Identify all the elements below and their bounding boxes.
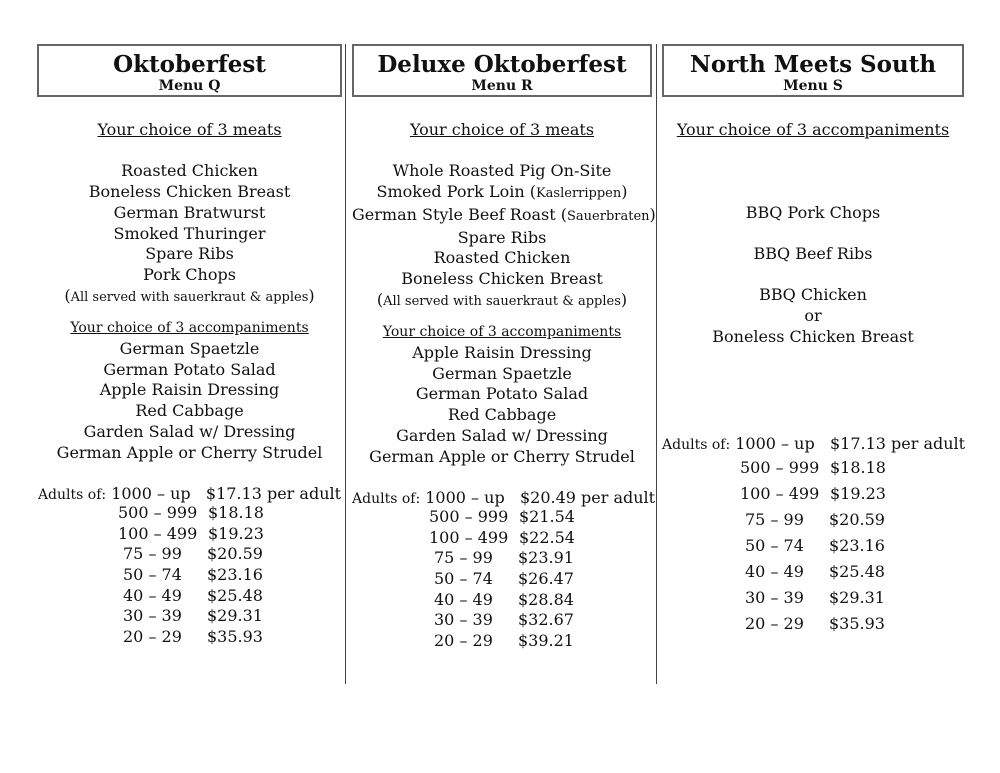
price-tier: 75 – 99 $23.91 — [434, 548, 574, 568]
accompaniment-item: German Apple or Cherry Strudel — [369, 446, 635, 466]
price-tier: 40 – 49 $28.84 — [434, 589, 574, 609]
meat-item: Pork Chops — [143, 264, 236, 284]
menu-r — [352, 44, 656, 652]
menu-title: Deluxe Oktoberfest — [377, 51, 627, 78]
menu-item: BBQ Pork Chops — [745, 202, 881, 222]
price-tier: 20 – 29 $35.93 — [123, 627, 263, 647]
column-divider-1 — [345, 44, 346, 684]
price-tier: 50 – 74 $23.16 — [123, 564, 263, 584]
adults-price-line — [662, 431, 964, 458]
adults-range: 1000 – up — [735, 433, 815, 453]
meat-item: Whole Roasted Pig On-Site — [392, 161, 612, 181]
menu-q-body — [37, 97, 342, 648]
menu-title: North Meets South — [689, 51, 937, 78]
accompaniment-item: German Potato Salad — [415, 384, 589, 404]
adults-price: $17.13 per adult — [829, 433, 966, 453]
accompaniment-item: German Apple or Cherry Strudel — [56, 442, 323, 462]
menu-q — [37, 44, 342, 648]
price-tiers — [352, 507, 652, 652]
column-divider-2 — [656, 44, 657, 684]
menu-item: BBQ Beef Ribs — [753, 244, 873, 264]
adults-label: Adults of: — [352, 490, 421, 507]
adults-label: Adults of: — [662, 436, 731, 453]
menu-item: Boneless Chicken Breast — [712, 326, 914, 346]
price-tier: 500 – 999 $21.54 — [429, 506, 575, 526]
meat-item: Roasted Chicken — [121, 161, 258, 181]
price-tier: 30 – 39 $32.67 — [434, 610, 574, 630]
meats-note: (All served with sauerkraut & apples) — [376, 289, 628, 309]
menu-subtitle: Menu Q — [158, 78, 221, 94]
accompaniment-item: German Spaetzle — [119, 339, 260, 359]
menu-r-body — [352, 97, 656, 652]
menu-r-header — [352, 44, 652, 97]
menu-q-header — [37, 44, 342, 97]
menu-title: Oktoberfest — [113, 51, 266, 78]
meat-item: Spare Ribs — [145, 244, 234, 264]
meat-item: German Style Beef Roast (Sauerbraten) — [352, 204, 656, 224]
price-tier: 50 – 74 $23.16 — [745, 535, 885, 555]
meat-item: Smoked Thuringer — [113, 223, 266, 243]
price-tiers — [37, 503, 342, 648]
price-tier: 500 – 999 $18.18 — [740, 457, 886, 477]
menu-s-header — [662, 44, 964, 97]
accompaniment-item: Garden Salad w/ Dressing — [83, 421, 296, 441]
price-tier: 75 – 99 $20.59 — [123, 544, 263, 564]
adults-price-line — [37, 484, 342, 503]
accompaniment-item: German Spaetzle — [432, 363, 572, 383]
accompaniment-item: German Potato Salad — [103, 359, 276, 379]
price-tier: 500 – 999 $18.18 — [118, 502, 264, 522]
price-tier: 100 – 499 $22.54 — [429, 527, 575, 547]
menu-s-body — [662, 97, 964, 640]
accompaniments-heading: Your choice of 3 accompaniments — [676, 120, 950, 139]
adults-range: 1000 – up — [111, 483, 191, 503]
meat-item: Smoked Pork Loin (Kaslerrippen) — [376, 182, 628, 202]
price-tier: 100 – 499 $19.23 — [118, 523, 264, 543]
accompaniment-item: Red Cabbage — [135, 401, 244, 421]
accompaniment-item: Apple Raisin Dressing — [99, 380, 280, 400]
price-tier: 20 – 29 $39.21 — [434, 631, 574, 651]
menu-subtitle: Menu R — [471, 78, 533, 94]
menu-item-or: or — [804, 306, 822, 326]
adults-label: Adults of: — [37, 486, 107, 503]
price-tier: 50 – 74 $26.47 — [434, 568, 574, 588]
adults-price: $20.49 per adult — [519, 487, 656, 507]
meat-item: Boneless Chicken Breast — [88, 182, 291, 202]
accompaniment-item: Apple Raisin Dressing — [412, 343, 592, 363]
meats-heading: Your choice of 3 meats — [97, 120, 282, 139]
meats-note: (All served with sauerkraut & apples) — [64, 285, 315, 305]
menu-s — [662, 44, 964, 640]
meat-item: Boneless Chicken Breast — [401, 268, 603, 288]
accompaniments-heading: Your choice of 3 accompaniments — [70, 320, 309, 337]
adults-price-line — [352, 487, 656, 507]
adults-price: $17.13 per adult — [205, 483, 342, 503]
meat-item: German Bratwurst — [113, 202, 266, 222]
price-tier: 30 – 39 $29.31 — [123, 606, 263, 626]
meat-item: Roasted Chicken — [433, 248, 571, 268]
accompaniment-item: Garden Salad w/ Dressing — [396, 425, 608, 445]
price-tier: 75 – 99 $20.59 — [745, 509, 885, 529]
price-tier: 40 – 49 $25.48 — [745, 561, 885, 581]
adults-range: 1000 – up — [425, 487, 505, 507]
meat-item: Spare Ribs — [457, 227, 547, 247]
meats-heading: Your choice of 3 meats — [409, 120, 595, 139]
price-tiers — [662, 458, 964, 640]
price-tier: 30 – 39 $29.31 — [745, 587, 885, 607]
menu-subtitle: Menu S — [783, 78, 843, 94]
price-tier: 20 – 29 $35.93 — [745, 613, 885, 633]
accompaniment-item: Red Cabbage — [447, 405, 557, 425]
price-tier: 40 – 49 $25.48 — [123, 585, 263, 605]
menu-item: BBQ Chicken — [759, 285, 867, 305]
price-tier: 100 – 499 $19.23 — [740, 483, 886, 503]
accompaniments-heading: Your choice of 3 accompaniments — [382, 324, 622, 341]
